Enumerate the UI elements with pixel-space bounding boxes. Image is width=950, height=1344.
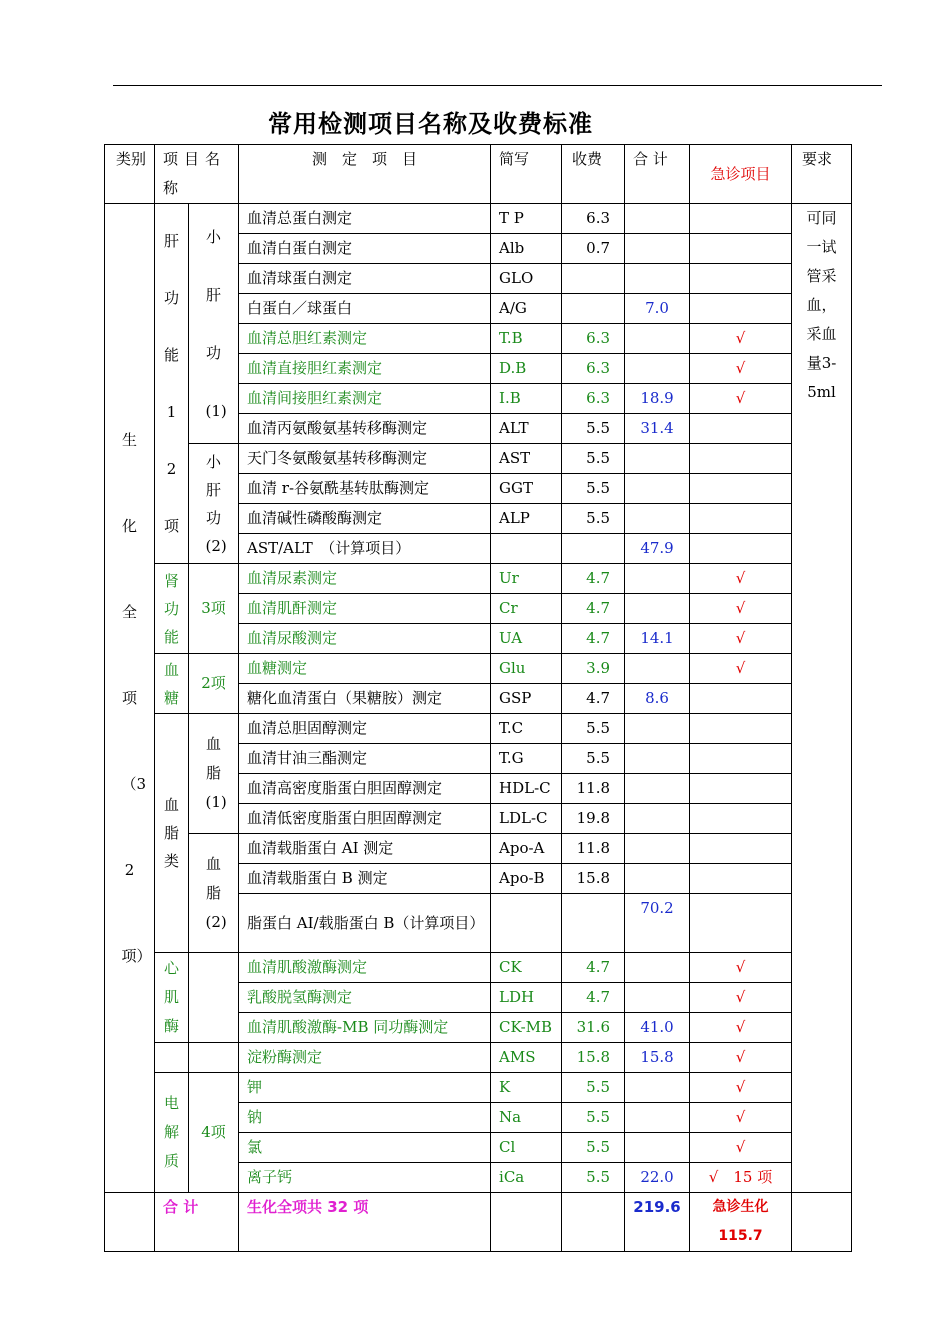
item-emergency: √ — [690, 624, 792, 654]
group-lipid-text: 血脂类 — [163, 796, 179, 870]
item-name: 脂蛋白 AI/载脂蛋白 B（计算项目） — [239, 894, 491, 953]
item-total: 15.8 — [625, 1043, 690, 1073]
item-abbr: Alb — [491, 234, 562, 264]
header-rule — [113, 85, 882, 86]
item-total — [625, 444, 690, 474]
item-total: 47.9 — [625, 534, 690, 564]
item-emergency — [690, 234, 792, 264]
item-name: 乳酸脱氢酶测定 — [239, 983, 491, 1013]
requirement-text: 可同一试管采血，采血量3-5ml — [806, 209, 837, 401]
requirement-note — [792, 204, 852, 1193]
group-ams-blank1 — [155, 1043, 189, 1073]
item-emergency — [690, 864, 792, 894]
group-sugar-count: 2项 — [189, 654, 239, 714]
item-emergency — [690, 414, 792, 444]
item-abbr: HDL-C — [491, 774, 562, 804]
item-emergency: √ — [690, 654, 792, 684]
item-emergency: √ — [690, 1073, 792, 1103]
group-liver-sub1-text: 小肝功(1) — [205, 227, 227, 420]
category-biochem-text: 生化全项（32项） — [121, 431, 152, 965]
item-fee: 4.7 — [562, 564, 625, 594]
item-abbr: T.G — [491, 744, 562, 774]
item-total: 22.0 — [625, 1163, 690, 1193]
item-fee: 4.7 — [562, 953, 625, 983]
header-fee: 收费 — [562, 145, 625, 204]
item-abbr: I.B — [491, 384, 562, 414]
category-biochem — [105, 204, 155, 1193]
item-emergency — [690, 534, 792, 564]
item-total — [625, 804, 690, 834]
item-name: 血清 r-谷氨酰基转肽酶测定 — [239, 474, 491, 504]
item-abbr: Glu — [491, 654, 562, 684]
item-fee — [562, 534, 625, 564]
item-fee: 15.8 — [562, 1043, 625, 1073]
item-fee — [562, 264, 625, 294]
item-abbr: D.B — [491, 354, 562, 384]
item-name: 血清载脂蛋白 AI 测定 — [239, 834, 491, 864]
header-total: 合 计 — [625, 145, 690, 204]
item-abbr: GGT — [491, 474, 562, 504]
page-title: 常用检测项目名称及收费标准 — [268, 110, 593, 138]
item-total — [625, 594, 690, 624]
group-electrolyte — [155, 1073, 189, 1193]
item-total: 41.0 — [625, 1013, 690, 1043]
item-name: 血清高密度脂蛋白胆固醇测定 — [239, 774, 491, 804]
item-fee: 5.5 — [562, 414, 625, 444]
group-kidney — [155, 564, 189, 654]
table-row — [105, 834, 852, 864]
item-fee — [562, 294, 625, 324]
item-abbr: K — [491, 1073, 562, 1103]
item-abbr: T.C — [491, 714, 562, 744]
group-lipid-sub1 — [189, 714, 239, 834]
item-emergency — [690, 774, 792, 804]
group-sugar — [155, 654, 189, 714]
header-abbr: 简写 — [491, 145, 562, 204]
item-total — [625, 714, 690, 744]
item-fee: 5.5 — [562, 1163, 625, 1193]
table-row — [105, 953, 852, 983]
fee-table — [104, 144, 852, 1252]
item-total — [625, 953, 690, 983]
item-abbr: GSP — [491, 684, 562, 714]
item-name: 血清甘油三酯测定 — [239, 744, 491, 774]
item-fee: 5.5 — [562, 474, 625, 504]
item-name: 钠 — [239, 1103, 491, 1133]
group-cardiac-blank — [189, 953, 239, 1043]
item-abbr: T.B — [491, 324, 562, 354]
table-row — [105, 714, 852, 744]
item-abbr: Na — [491, 1103, 562, 1133]
item-fee: 3.9 — [562, 654, 625, 684]
item-fee: 0.7 — [562, 234, 625, 264]
item-fee — [562, 894, 625, 953]
item-total: 31.4 — [625, 414, 690, 444]
item-abbr: LDL-C — [491, 804, 562, 834]
header-emergency: 急诊项目 — [690, 145, 792, 204]
item-emergency — [690, 804, 792, 834]
item-name: 血清球蛋白测定 — [239, 264, 491, 294]
item-abbr: Cr — [491, 594, 562, 624]
group-lipid-sub2 — [189, 834, 239, 953]
item-emergency: √ — [690, 354, 792, 384]
item-name: 血清总蛋白测定 — [239, 204, 491, 234]
summary-emergency-label: 急诊生化 — [712, 1199, 769, 1215]
item-name: 血清总胆红素测定 — [239, 324, 491, 354]
item-abbr — [491, 534, 562, 564]
header-row — [105, 145, 852, 204]
item-emergency — [690, 834, 792, 864]
group-liver-sub2-text: 小肝功(2) — [205, 452, 227, 555]
item-emergency — [690, 684, 792, 714]
item-fee: 6.3 — [562, 384, 625, 414]
item-emergency: √ 15 项 — [690, 1163, 792, 1193]
item-name: 离子钙 — [239, 1163, 491, 1193]
summary-row — [105, 1193, 852, 1252]
item-emergency: √ — [690, 953, 792, 983]
item-total — [625, 1133, 690, 1163]
item-total — [625, 474, 690, 504]
item-abbr: Ur — [491, 564, 562, 594]
item-name: 血清间接胆红素测定 — [239, 384, 491, 414]
item-abbr: AMS — [491, 1043, 562, 1073]
summary-desc: 生化全项共 32 项 — [239, 1193, 491, 1252]
item-fee: 5.5 — [562, 1133, 625, 1163]
group-liver-sub1 — [189, 204, 239, 444]
group-liver — [155, 204, 189, 564]
item-emergency — [690, 894, 792, 953]
item-fee: 31.6 — [562, 1013, 625, 1043]
item-fee: 5.5 — [562, 1073, 625, 1103]
item-name: 血清白蛋白测定 — [239, 234, 491, 264]
item-emergency — [690, 204, 792, 234]
item-abbr — [491, 894, 562, 953]
item-name: 血清低密度脂蛋白胆固醇测定 — [239, 804, 491, 834]
item-fee: 6.3 — [562, 204, 625, 234]
item-total — [625, 324, 690, 354]
item-name: 钾 — [239, 1073, 491, 1103]
group-liver-text: 肝功能12项 — [163, 231, 179, 535]
item-emergency — [690, 264, 792, 294]
table-row — [105, 564, 852, 594]
item-total — [625, 1103, 690, 1133]
item-emergency — [690, 504, 792, 534]
group-lipid — [155, 714, 189, 953]
item-fee: 4.7 — [562, 624, 625, 654]
item-total — [625, 564, 690, 594]
item-total: 14.1 — [625, 624, 690, 654]
item-name: 血清肌酸激酶-MB 同功酶测定 — [239, 1013, 491, 1043]
item-abbr: CK-MB — [491, 1013, 562, 1043]
item-total — [625, 774, 690, 804]
table-row — [105, 654, 852, 684]
item-abbr: LDH — [491, 983, 562, 1013]
summary-label: 合 计 — [155, 1193, 239, 1252]
item-total: 7.0 — [625, 294, 690, 324]
item-abbr: iCa — [491, 1163, 562, 1193]
summary-emergency-total: 115.7 — [718, 1228, 763, 1244]
item-name: 血糖测定 — [239, 654, 491, 684]
item-fee: 6.3 — [562, 324, 625, 354]
item-fee: 11.8 — [562, 834, 625, 864]
item-emergency — [690, 714, 792, 744]
item-fee: 5.5 — [562, 444, 625, 474]
group-lipid-sub2-text: 血脂(2) — [205, 854, 227, 931]
item-total — [625, 983, 690, 1013]
item-name: 血清尿酸测定 — [239, 624, 491, 654]
item-total — [625, 204, 690, 234]
item-name: 血清尿素测定 — [239, 564, 491, 594]
item-fee: 11.8 — [562, 774, 625, 804]
item-fee: 4.7 — [562, 594, 625, 624]
group-kidney-count: 3项 — [189, 564, 239, 654]
item-abbr: ALP — [491, 504, 562, 534]
item-emergency: √ — [690, 384, 792, 414]
group-ams-blank2 — [189, 1043, 239, 1073]
item-fee: 5.5 — [562, 504, 625, 534]
item-name: 淀粉酶测定 — [239, 1043, 491, 1073]
item-emergency: √ — [690, 324, 792, 354]
item-total — [625, 1073, 690, 1103]
item-emergency — [690, 744, 792, 774]
item-emergency: √ — [690, 594, 792, 624]
item-abbr: UA — [491, 624, 562, 654]
item-abbr: Cl — [491, 1133, 562, 1163]
header-requirement: 要求 — [792, 145, 852, 204]
item-emergency — [690, 294, 792, 324]
item-name: 氯 — [239, 1133, 491, 1163]
item-fee: 6.3 — [562, 354, 625, 384]
item-total — [625, 744, 690, 774]
header-test-item: 测 定 项 目 — [239, 145, 491, 204]
item-abbr: ALT — [491, 414, 562, 444]
group-electrolyte-text: 电解质 — [163, 1094, 179, 1170]
group-kidney-text: 肾功能 — [163, 571, 179, 646]
item-name: 血清丙氨酸氨基转移酶测定 — [239, 414, 491, 444]
item-fee: 19.8 — [562, 804, 625, 834]
summary-emergency — [690, 1193, 792, 1252]
item-fee: 5.5 — [562, 714, 625, 744]
group-liver-sub2 — [189, 444, 239, 564]
item-fee: 15.8 — [562, 864, 625, 894]
header-item-name: 项目名称 — [155, 145, 239, 204]
summary-total: 219.6 — [625, 1193, 690, 1252]
item-total — [625, 654, 690, 684]
item-abbr: A/G — [491, 294, 562, 324]
item-emergency: √ — [690, 1133, 792, 1163]
item-emergency — [690, 444, 792, 474]
table-row — [105, 1073, 852, 1103]
item-total — [625, 864, 690, 894]
item-name: 白蛋白／球蛋白 — [239, 294, 491, 324]
item-total — [625, 264, 690, 294]
item-name: 血清载脂蛋白 B 测定 — [239, 864, 491, 894]
item-total — [625, 234, 690, 264]
header-category: 类别 — [105, 145, 155, 204]
item-abbr: Apo-A — [491, 834, 562, 864]
group-cardiac — [155, 953, 189, 1043]
item-abbr: T P — [491, 204, 562, 234]
item-emergency: √ — [690, 1043, 792, 1073]
item-total: 18.9 — [625, 384, 690, 414]
item-name: 血清肌酸激酶测定 — [239, 953, 491, 983]
item-fee: 5.5 — [562, 1103, 625, 1133]
item-name: 血清肌酐测定 — [239, 594, 491, 624]
item-name: 血清总胆固醇测定 — [239, 714, 491, 744]
item-emergency: √ — [690, 1103, 792, 1133]
item-abbr: Apo-B — [491, 864, 562, 894]
item-emergency: √ — [690, 1013, 792, 1043]
item-name: 天门冬氨酸氨基转移酶测定 — [239, 444, 491, 474]
table-row — [105, 1043, 852, 1073]
item-fee: 5.5 — [562, 744, 625, 774]
group-cardiac-text: 心肌酶 — [163, 959, 179, 1035]
item-abbr: GLO — [491, 264, 562, 294]
item-name: AST/ALT （计算项目） — [239, 534, 491, 564]
item-name: 血清碱性磷酸酶测定 — [239, 504, 491, 534]
item-fee: 4.7 — [562, 684, 625, 714]
table-row — [105, 444, 852, 474]
item-abbr: CK — [491, 953, 562, 983]
group-electrolyte-count: 4项 — [189, 1073, 239, 1193]
item-total: 70.2 — [625, 894, 690, 953]
group-lipid-sub1-text: 血脂(1) — [205, 735, 227, 811]
item-fee: 4.7 — [562, 983, 625, 1013]
table-row — [105, 204, 852, 234]
item-total: 8.6 — [625, 684, 690, 714]
item-total — [625, 504, 690, 534]
group-sugar-text: 血糖 — [163, 660, 179, 707]
item-emergency: √ — [690, 983, 792, 1013]
item-name: 糖化血清蛋白（果糖胺）测定 — [239, 684, 491, 714]
item-emergency: √ — [690, 564, 792, 594]
item-name: 血清直接胆红素测定 — [239, 354, 491, 384]
item-emergency — [690, 474, 792, 504]
item-abbr: AST — [491, 444, 562, 474]
item-total — [625, 354, 690, 384]
item-total — [625, 834, 690, 864]
